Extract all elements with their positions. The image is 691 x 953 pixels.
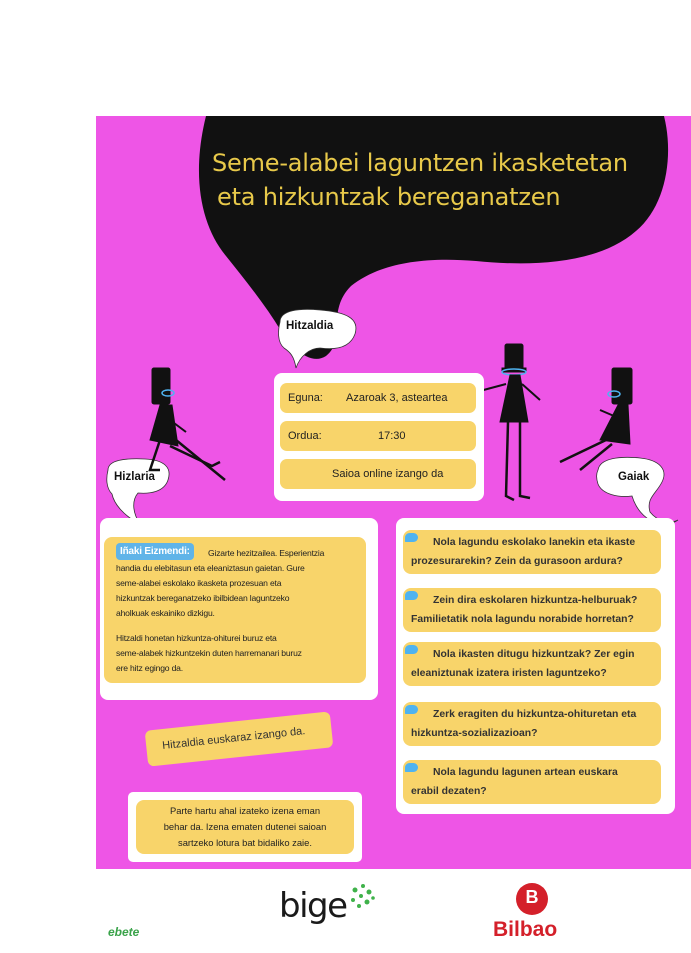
bio-line: aholkuak eskainiko dizkigu.	[116, 608, 215, 618]
topic-item	[403, 702, 661, 746]
bio-line: handia du elebitasun eta eleaniztasun gaietan. Gure	[116, 563, 305, 573]
speech-dot-icon	[405, 763, 418, 772]
speaker-bio	[104, 537, 366, 683]
speech-dot-icon	[405, 705, 418, 714]
gaiak-label: Gaiak	[618, 471, 650, 483]
registration-note	[136, 800, 354, 854]
speech-dot-icon	[405, 645, 418, 654]
topics-panel	[396, 518, 675, 814]
topic-line-2: hizkuntza-sozializazioan?	[411, 728, 538, 739]
speech-dot-icon	[405, 591, 418, 600]
bio-line: seme-alabei eskolako ikasketa prozesuan eta	[116, 578, 282, 588]
hizlaria-label: Hizlaria	[114, 471, 155, 483]
time-row	[280, 421, 476, 451]
registration-line-1: Parte hartu ahal izateko izena eman	[169, 805, 321, 816]
time-value: 17:30	[378, 430, 406, 442]
online-row	[280, 459, 476, 489]
event-info-panel	[274, 373, 484, 501]
language-note-text: Hitzaldia euskaraz izango da.	[161, 725, 306, 753]
speaker-name: Iñaki Eizmendi:	[116, 543, 194, 560]
topic-item	[403, 642, 661, 686]
registration-panel	[128, 792, 362, 862]
time-label: Ordua:	[288, 430, 322, 442]
date-value: Azaroak 3, asteartea	[346, 392, 448, 404]
topic-line-1: Nola lagundu eskolako lanekin eta ikaste	[433, 537, 636, 548]
ebete-logo: ebete	[108, 925, 140, 939]
bige-logo: bige	[279, 886, 347, 926]
topic-line-1: Nola lagundu lagunen artean euskara	[433, 767, 618, 778]
topic-item	[403, 588, 661, 632]
bio-line: ere hitz egingo da.	[116, 663, 183, 673]
bio-line: Hitzaldi honetan hizkuntza-ohiturei buruz eta	[116, 633, 277, 643]
online-note: Saioa online izango da	[332, 468, 444, 480]
bio-line: seme-alabek hizkuntzekin duten harremanari buruz	[116, 648, 302, 658]
bio-line: hizkuntzak bereganatzeko ibilbidean laguntzeko	[116, 593, 290, 603]
registration-line-2: behar da. Izena ematen dutenei saioan	[163, 821, 327, 832]
topic-line-1: Zein dira eskolaren hizkuntza-helburuak?	[433, 595, 638, 606]
registration-line-3: sartzeko lotura bat bidaliko zaie.	[178, 837, 312, 848]
middle-figure	[476, 344, 540, 500]
topic-line-2: erabil dezaten?	[411, 786, 487, 797]
topic-line-1: Zerk eragiten du hizkuntza-ohituretan eta	[433, 709, 637, 720]
bilbao-logo-letter: B	[525, 887, 539, 907]
topic-item	[403, 530, 661, 574]
bilbao-logo-text: Bilbao	[493, 918, 558, 941]
hitzaldia-label: Hitzaldia	[286, 320, 334, 332]
bige-sparkle-icon	[343, 880, 379, 916]
date-label: Eguna:	[288, 392, 323, 404]
topic-line-1: Nola ikasten ditugu hizkuntzak? Zer egin	[433, 649, 635, 660]
title-line-2: eta hizkuntzak bereganatzen	[217, 183, 561, 211]
topic-line-2: prozesurarekin? Zein da gurasoon ardura?	[411, 556, 623, 567]
bio-line: Gizarte hezitzailea. Esperientzia	[208, 548, 325, 558]
title-line-1: Seme-alabei laguntzen ikasketetan	[212, 149, 628, 177]
topic-item	[403, 760, 661, 804]
right-figure	[560, 368, 632, 470]
speech-dot-icon	[405, 533, 418, 542]
date-row	[280, 383, 476, 413]
topic-line-2: Familietatik nola lagundu norabide horretan?	[411, 614, 634, 625]
topic-line-2: eleaniztunak izatera iristen laguntzeko?	[411, 668, 607, 679]
